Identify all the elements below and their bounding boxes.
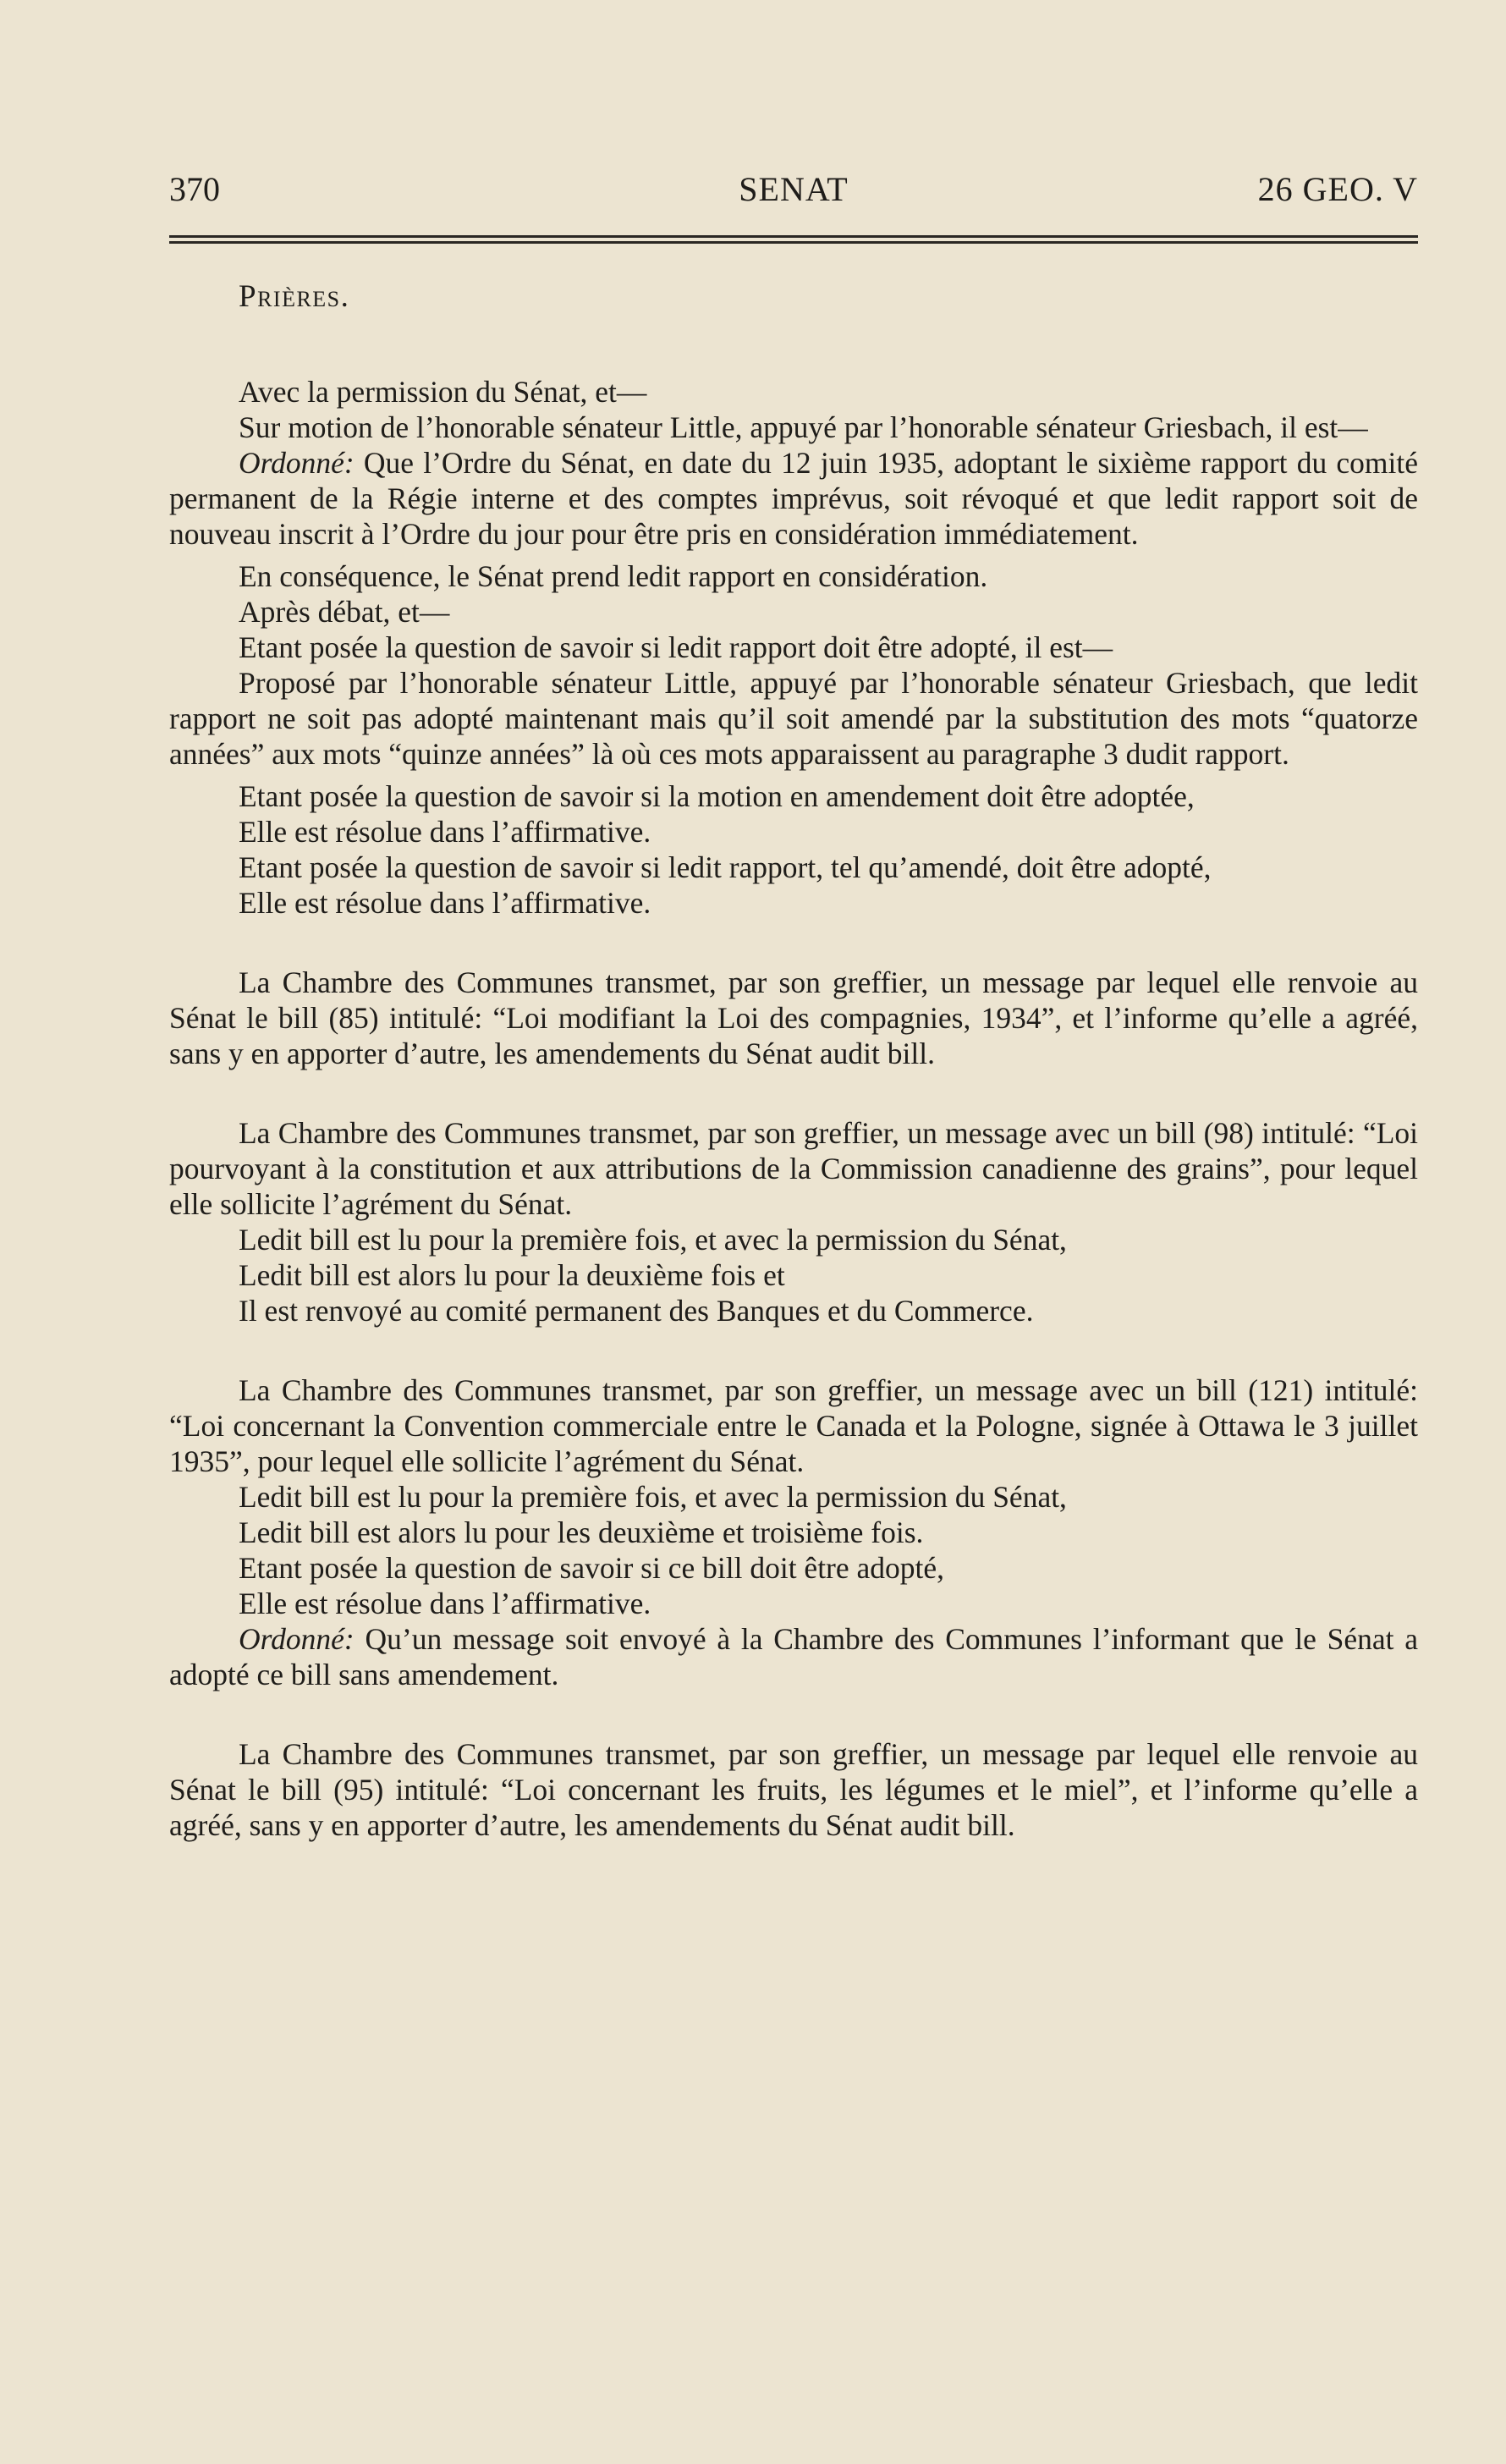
section-bill-95 bbox=[169, 1736, 1418, 1843]
paragraph: La Chambre des Communes transmet, par son greffier, un message avec un bill (98) intitulé: “Loi pourvoyant à la constitution et aux attributions de la Commission canadienne des grains”, pour lequel elle sollicite l’agrément du Sénat. bbox=[169, 1116, 1418, 1221]
paragraph: La Chambre des Communes transmet, par son greffier, un message par lequel elle renvoie au Sénat le bill (85) intitulé: “Loi modifiant la Loi des compagnies, 1934”, et l’informe qu’elle a agréé, sans y en apporter d’autre, les amendements du Sénat audit bill. bbox=[169, 965, 1418, 1070]
paragraph: Ledit bill est alors lu pour la deuxième fois et bbox=[239, 1258, 785, 1292]
section-bill-121 bbox=[169, 1372, 1418, 1692]
paragraph: Elle est résolue dans l’affirmative. bbox=[239, 1587, 651, 1620]
paragraph-ordered bbox=[169, 445, 1418, 552]
paragraph: Etant posée la question de savoir si ledit rapport doit être adopté, il est— bbox=[239, 630, 1113, 664]
ordered-label: Ordonné: bbox=[239, 446, 355, 480]
paragraph: Ledit bill est alors lu pour les deuxième et troisième fois. bbox=[239, 1515, 924, 1549]
ordered-text: Que l’Ordre du Sénat, en date du 12 juin 1935, adoptant le sixième rapport du comité permanent de la Régie interne et des comptes imprévus, soit révoqué et que ledit rapport soit de nouveau inscrit à l’Ordre du jour pour être pris en considération immédiatement. bbox=[169, 446, 1418, 551]
paragraph: Elle est résolue dans l’affirmative. bbox=[239, 886, 651, 920]
paragraph: Etant posée la question de savoir si la motion en amendement doit être adoptée, bbox=[239, 779, 1195, 813]
paragraph: La Chambre des Communes transmet, par son greffier, un message par lequel elle renvoie au Sénat le bill (95) intitulé: “Loi concernant les fruits, les légumes et le miel”, et l’informe qu’elle a agréé, sans y en apporter d’autre, les amendements du Sénat audit bill. bbox=[169, 1737, 1418, 1842]
section-bill-98 bbox=[169, 1115, 1418, 1328]
page-number: 370 bbox=[169, 170, 220, 208]
page-header bbox=[169, 166, 1418, 213]
paragraph: Avec la permission du Sénat, et— bbox=[239, 375, 647, 409]
paragraph: Elle est résolue dans l’affirmative. bbox=[239, 815, 651, 849]
paragraph: Il est renvoyé au comité permanent des Banques et du Commerce. bbox=[239, 1294, 1034, 1328]
section-report-motion bbox=[169, 374, 1418, 921]
paragraph: Ledit bill est lu pour la première fois, et avec la permission du Sénat, bbox=[239, 1480, 1067, 1514]
ordered-text: Qu’un message soit envoyé à la Chambre des Communes l’informant que le Sénat a adopté ce bill sans amendement. bbox=[169, 1622, 1418, 1691]
paragraph: Proposé par l’honorable sénateur Little, appuyé par l’honorable sénateur Griesbach, que ledit rapport ne soit pas adopté maintenant mais qu’il soit amendé par la substitution des mots “quatorze années” aux mots “quinze années” là où ces mots apparaissent au paragraphe 3 dudit rapport. bbox=[169, 666, 1418, 771]
ordered-label: Ordonné: bbox=[239, 1622, 355, 1656]
section-heading-prayers: Prières. bbox=[239, 279, 350, 314]
paragraph: Etant posée la question de savoir si ledit rapport, tel qu’amendé, doit être adopté, bbox=[239, 850, 1212, 884]
page-body bbox=[169, 269, 1418, 1843]
session-label: 26 GEO. V bbox=[1257, 170, 1418, 208]
paragraph: Sur motion de l’honorable sénateur Little, appuyé par l’honorable sénateur Griesbach, il est— bbox=[239, 410, 1368, 444]
paragraph: En conséquence, le Sénat prend ledit rapport en considération. bbox=[239, 559, 988, 593]
paragraph: Etant posée la question de savoir si ce bill doit être adopté, bbox=[239, 1551, 945, 1585]
header-double-rule bbox=[169, 235, 1418, 244]
paragraph: Après débat, et— bbox=[239, 595, 450, 629]
section-bill-85 bbox=[169, 965, 1418, 1071]
running-title: SENAT bbox=[739, 170, 849, 208]
paragraph: Ledit bill est lu pour la première fois, et avec la permission du Sénat, bbox=[239, 1223, 1067, 1257]
paragraph-ordered bbox=[169, 1621, 1418, 1692]
paragraph: La Chambre des Communes transmet, par son greffier, un message avec un bill (121) intitulé: “Loi concernant la Convention commerciale entre le Canada et la Pologne, signée à Ottawa le 3 juillet 1935”, pour lequel elle sollicite l’agrément du Sénat. bbox=[169, 1373, 1418, 1478]
